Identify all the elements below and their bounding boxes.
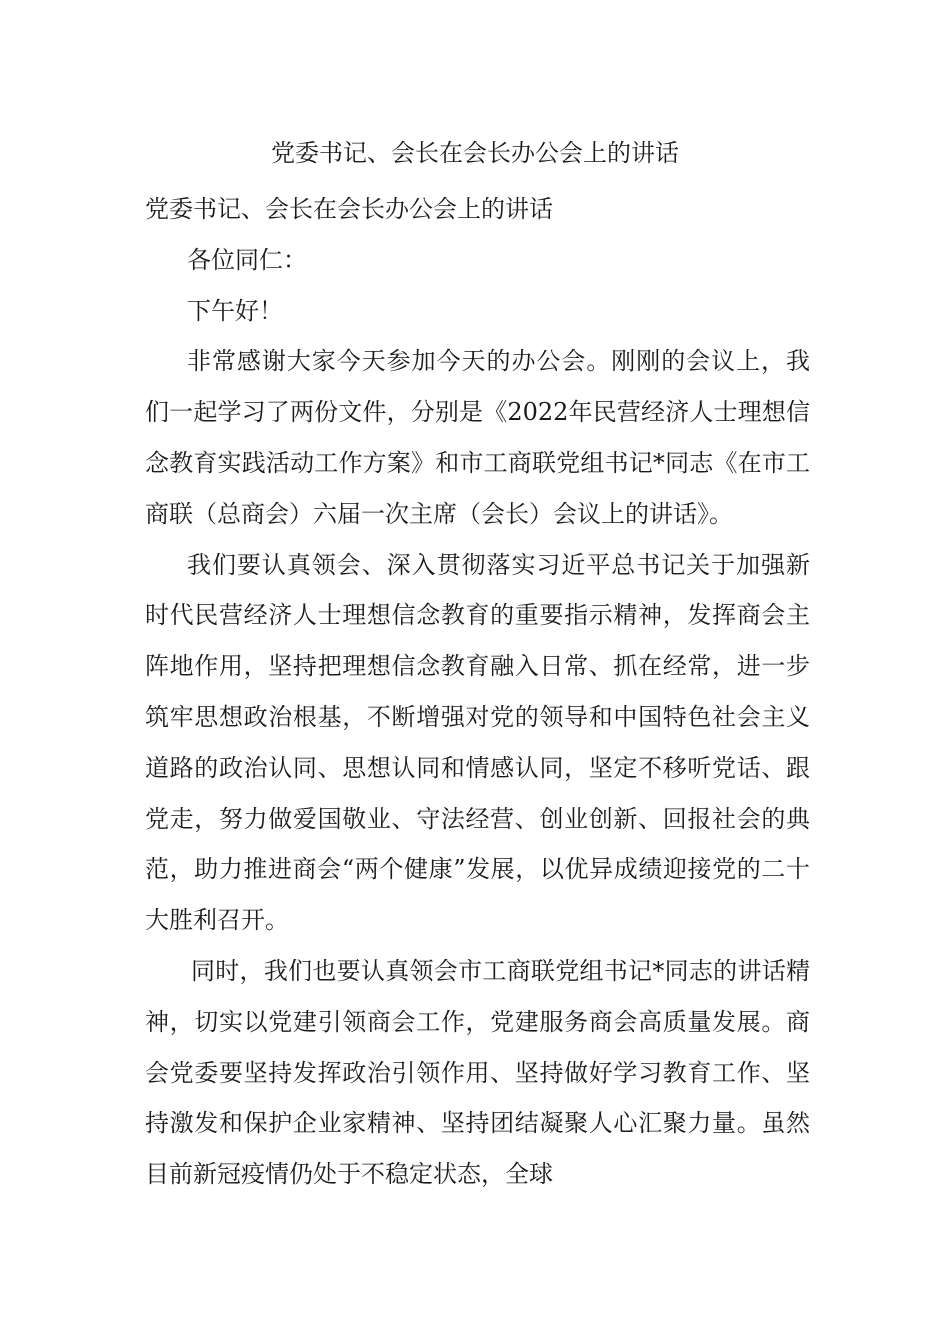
paragraph-study-spirit: 我们要认真领会、深入贯彻落实习近平总书记关于加强新时代民营经济人士理想信念教育的重要指示精神，发挥商会主阵地作用，坚持把理想信念教育融入日常、抓在经常，进一步筑牢思想政治根基，不断增强对党的领导和中国特色社会主义道路的政治认同、思想认同和情感认同，坚定不移听党话、跟党走，努力做爱国敬业、守法经营、创业创新、回报社会的典范，助力推进商会“两个健康”发展，以优异成绩迎接党的二十大胜利召开。 bbox=[145, 550, 810, 935]
document-title bbox=[0, 136, 950, 170]
document-body bbox=[145, 184, 810, 1200]
document-subtitle: 党委书记、会长在会长办公会上的讲话 bbox=[145, 195, 553, 223]
greeting: 下午好！ bbox=[187, 296, 283, 325]
paragraph-party-building: 同时，我们也要认真领会市工商联党组书记*同志的讲话精神，切实以党建引领商会工作，党建服务商会高质量发展。商会党委要坚持发挥政治引领作用、坚持做好学习教育工作、坚持激发和保护企业家精神、坚持团结凝聚人心汇聚力量。虽然目前新冠疫情仍处于不稳定状态，全球 bbox=[145, 956, 810, 1189]
document-title-text: 党委书记、会长在会长办公会上的讲话 bbox=[271, 139, 679, 167]
paragraph-opening: 非常感谢大家今天参加今天的办公会。刚刚的会议上，我们一起学习了两份文件，分别是《2022年民营经济人士理想信念教育实践活动工作方案》和市工商联党组书记*同志《在市工商联（总商会）六届一次主席（会长）会议上的讲话》。 bbox=[145, 347, 810, 528]
salutation: 各位同仁： bbox=[187, 245, 307, 274]
